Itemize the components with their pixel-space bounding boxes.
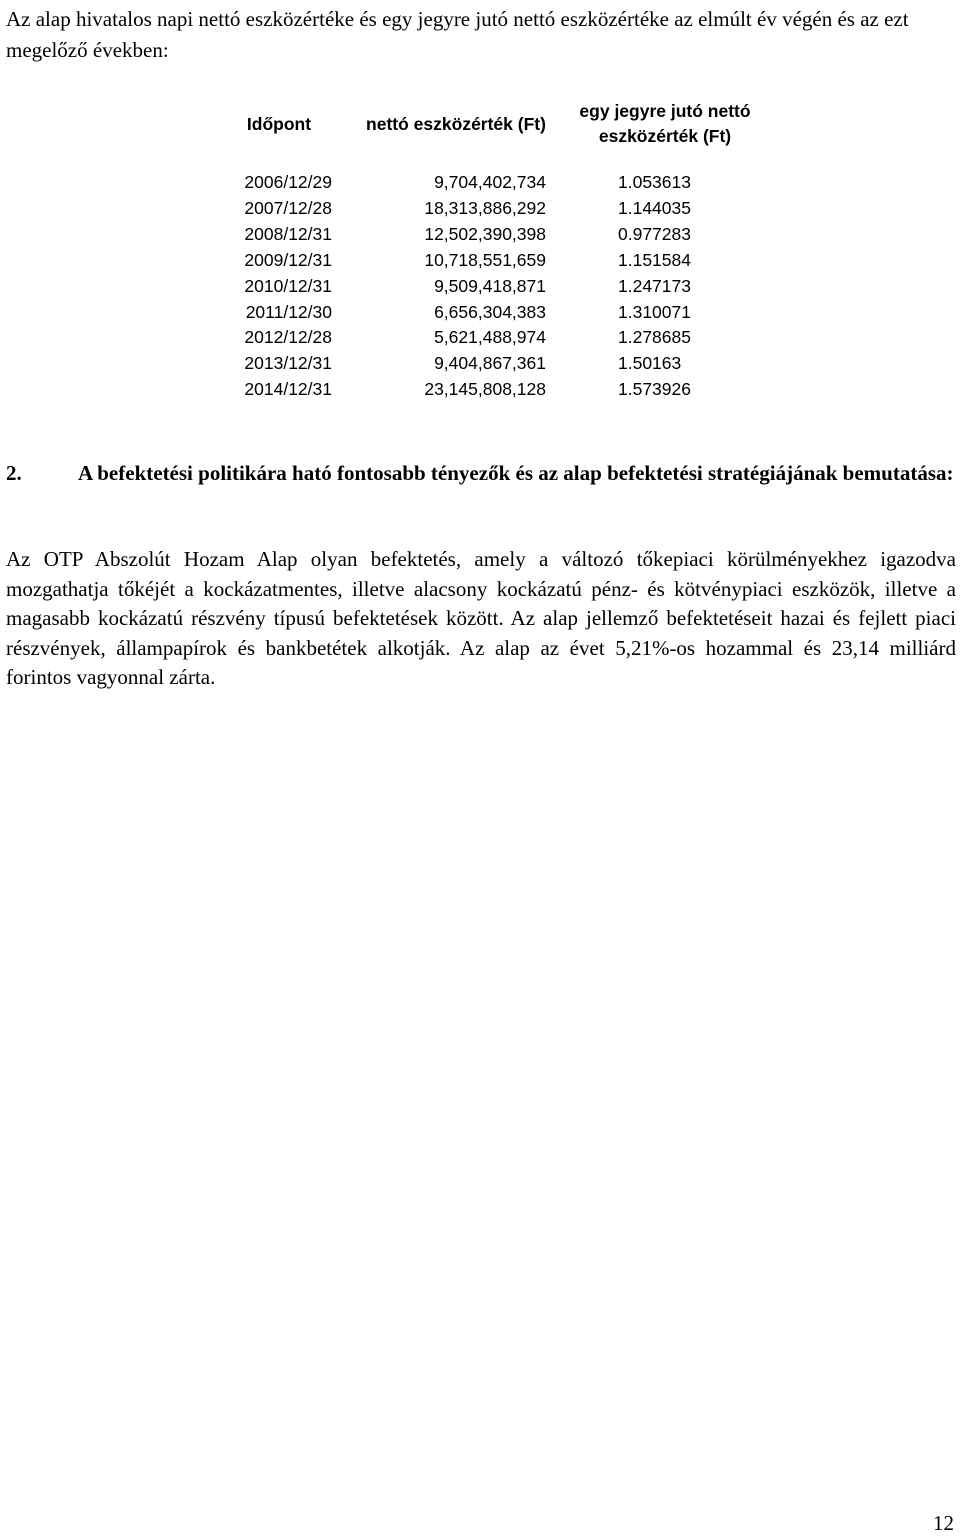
cell-net-asset-value: 9,704,402,734 [434,172,546,192]
table-row [196,156,780,196]
section-heading [6,458,956,489]
cell-unit-value: 1.053613 [618,172,691,192]
cell-unit-value: 1.247173 [618,275,691,296]
cell-date: 2013/12/31 [244,353,332,374]
cell-unit-value: 1.278685 [618,327,691,348]
header-unit-net-asset-value: egy jegyre jutó nettó eszközérték (Ft) [579,101,751,146]
table-row [196,222,780,248]
nav-table [196,92,780,403]
cell-unit-value: 1.144035 [618,197,691,218]
table-row [196,196,780,222]
header-date: Időpont [246,113,312,134]
cell-date: 2007/12/28 [244,197,332,218]
cell-date: 2009/12/31 [244,249,332,270]
cell-net-asset-value: 6,656,304,383 [434,301,546,322]
table-row [196,351,780,377]
cell-net-asset-value: 23,145,808,128 [424,379,546,400]
cell-net-asset-value: 12,502,390,398 [424,223,546,244]
cell-date: 2010/12/31 [244,275,332,296]
table-row [196,300,780,326]
intro-paragraph: Az alap hivatalos napi nettó eszközértéke és egy jegyre jutó nettó eszközértéke az elmúlt év végén és az ezt megelőző években: [6,7,909,62]
cell-unit-value: 1.573926 [618,379,691,400]
table-row [196,377,780,403]
cell-unit-value: 0.977283 [618,223,691,244]
cell-date: 2008/12/31 [244,223,332,244]
cell-net-asset-value: 9,509,418,871 [434,275,546,296]
body-paragraph: Az OTP Abszolút Hozam Alap olyan befektetés, amely a változó tőkepiaci körülményekhez igazodva mozgathatja tőkéjét a kockázatmentes, illetve alacsony kockázatú pénz- és kötvénypiaci eszközök, illetve a magasabb kockázatú részvény típusú befektetések között. Az alap jellemző befektetéseit hazai és fejlett piaci részvények, állampapírok és bankbetétek alkotják. Az alap az évet 5,21%-os hozammal és 23,14 milliárd forintos vagyonnal zárta. [6,547,956,689]
cell-net-asset-value: 18,313,886,292 [424,197,546,218]
table-row [196,274,780,300]
page-number: 12 [933,1511,954,1535]
cell-date: 2006/12/29 [244,172,332,192]
table-header-row [196,92,780,156]
table-row [196,248,780,274]
cell-net-asset-value: 10,718,551,659 [424,249,546,270]
section-title: A befektetési politikára ható fontosabb tényezők és az alap befektetési stratégiájának bemutatása: [78,461,954,485]
cell-unit-value: 1.151584 [618,249,691,270]
cell-date: 2011/12/30 [245,301,332,322]
table-row [196,325,780,351]
cell-unit-value: 1.310071 [618,301,691,322]
cell-net-asset-value: 9,404,867,361 [434,353,546,374]
cell-date: 2012/12/28 [244,327,332,348]
cell-date: 2014/12/31 [244,379,332,400]
cell-net-asset-value: 5,621,488,974 [434,327,546,348]
section-number: 2. [6,461,22,485]
cell-unit-value: 1.50163 [618,353,682,374]
header-net-asset-value: nettó eszközérték (Ft) [366,113,546,134]
